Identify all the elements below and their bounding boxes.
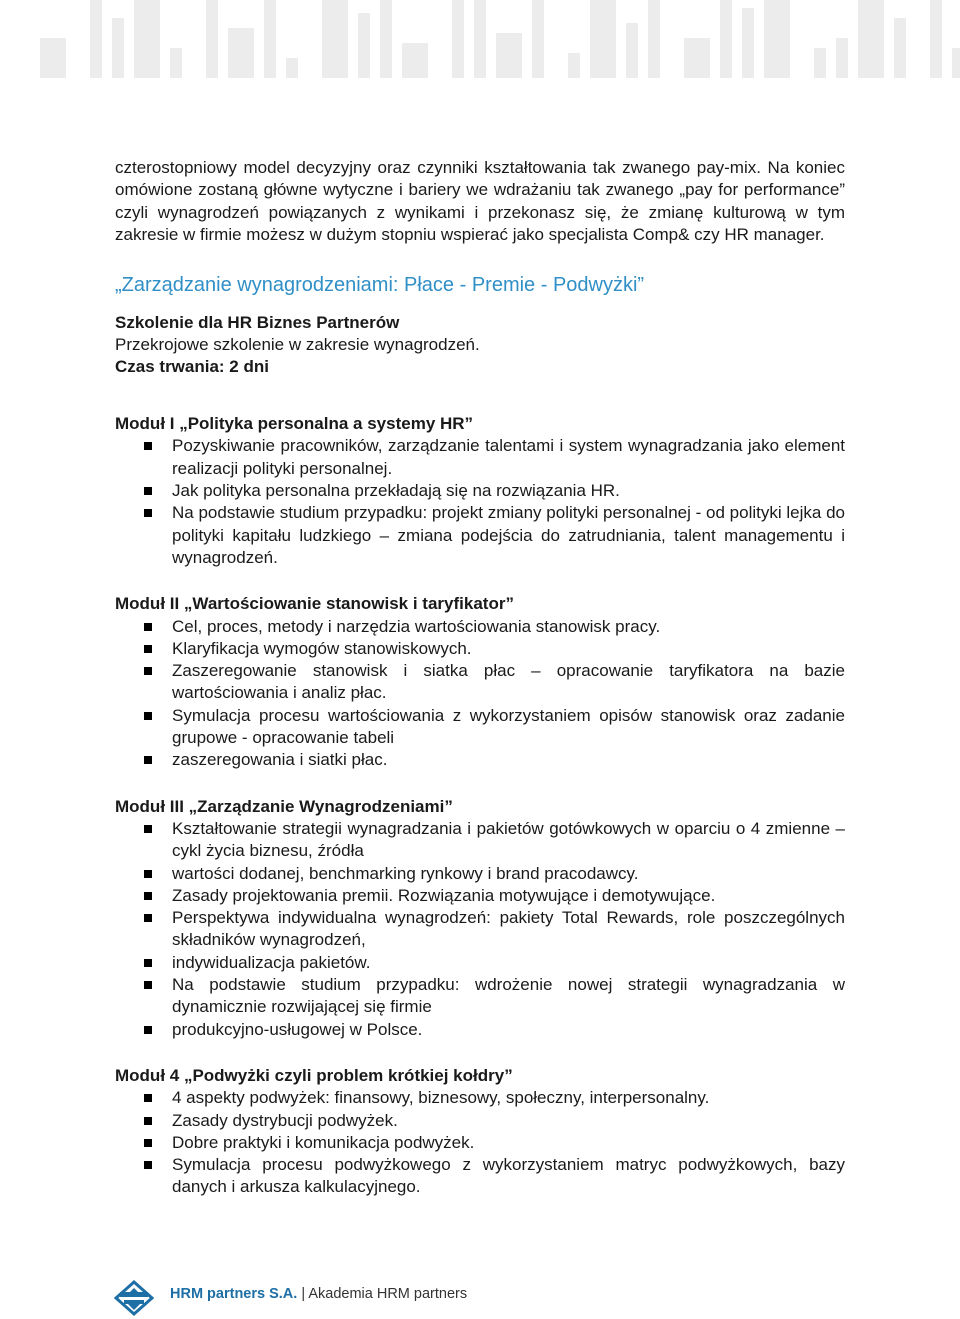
list-item: Jak polityka personalna przekładają się na rozwiązania HR. (115, 480, 845, 502)
header-bar (134, 0, 160, 78)
header-bar (170, 48, 182, 78)
header-bar (286, 58, 298, 78)
header-bar (626, 23, 638, 78)
list-item: Symulacja procesu wartościowania z wykorzystaniem opisów stanowisk oraz zadanie grupowe - opracowanie tabeli (115, 705, 845, 750)
header-bar (814, 48, 826, 78)
module-items (115, 1087, 845, 1198)
module-title: Moduł 4 „Podwyżki czyli problem krótkiej kołdry” (115, 1065, 513, 1085)
module-title: Moduł I „Polityka personalna a systemy HR” (115, 414, 474, 434)
square-bullet-icon (144, 712, 152, 720)
square-bullet-icon (144, 1161, 152, 1169)
header-bar (764, 0, 790, 78)
header-bar (322, 0, 348, 78)
list-item: Dobre praktyki i komunikacja podwyżek. (115, 1132, 845, 1154)
list-item: Na podstawie studium przypadku: wdrożenie nowej strategii wynagradzania w dynamicznie rozwijającej się firmie (115, 974, 845, 1019)
header-bar (402, 43, 428, 78)
course-duration: Czas trwania: 2 dni (115, 357, 269, 377)
footer-academy: Akademia HRM partners (308, 1286, 468, 1302)
square-bullet-icon (144, 981, 152, 989)
list-item: Zasady dystrybucji podwyżek. (115, 1110, 845, 1132)
list-item: Perspektywa indywidualna wynagrodzeń: pakiety Total Rewards, role poszczególnych składników wynagrodzeń, (115, 907, 845, 952)
document-body (115, 157, 845, 1199)
square-bullet-icon (144, 442, 152, 450)
list-item: Zaszeregowanie stanowisk i siatka płac – opracowanie taryfikatora na bazie wartościowania i analiz płac. (115, 660, 845, 705)
header-bar (930, 0, 942, 78)
list-item: zaszeregowania i siatki płac. (115, 749, 845, 771)
list-item: Symulacja procesu podwyżkowego z wykorzystaniem matryc podwyżkowych, bazy danych i arkusza kalkulacyjnego. (115, 1154, 845, 1199)
square-bullet-icon (144, 667, 152, 675)
footer-company-suffix: S.A. (269, 1286, 298, 1302)
module-title: Moduł III „Zarządzanie Wynagrodzeniami” (115, 796, 453, 816)
list-item: Zasady projektowania premii. Rozwiązania motywujące i demotywujące. (115, 885, 845, 907)
list-item: produkcyjno-usługowej w Polsce. (115, 1019, 845, 1041)
header-bar (532, 0, 544, 78)
square-bullet-icon (144, 1139, 152, 1147)
header-bar (858, 0, 884, 78)
header-bar (380, 0, 392, 78)
module-4 (115, 1065, 845, 1199)
header-bar (228, 28, 254, 78)
header-bar (452, 0, 464, 78)
header-bar (40, 38, 66, 78)
list-item: wartości dodanej, benchmarking rynkowy i brand pracodawcy. (115, 863, 845, 885)
header-bars-decoration (0, 0, 960, 80)
footer-text (170, 1286, 467, 1302)
list-item: Cel, proces, metody i narzędzia wartościowania stanowisk pracy. (115, 616, 845, 638)
square-bullet-icon (144, 645, 152, 653)
header-bar (836, 38, 848, 78)
header-bar (568, 53, 580, 78)
course-description: Przekrojowe szkolenie w zakresie wynagrodzeń. (115, 335, 480, 355)
header-bar (112, 18, 124, 78)
header-bar (952, 48, 960, 78)
page-footer (114, 1280, 714, 1316)
header-bar (742, 8, 754, 78)
module-2 (115, 593, 845, 771)
square-bullet-icon (144, 825, 152, 833)
course-subtitle: Szkolenie dla HR Biznes Partnerów (115, 313, 400, 333)
square-bullet-icon (144, 914, 152, 922)
module-3 (115, 796, 845, 1041)
list-item: Klaryfikacja wymogów stanowiskowych. (115, 638, 845, 660)
square-bullet-icon (144, 1094, 152, 1102)
hrm-partners-logo-icon (114, 1280, 154, 1316)
list-item: Kształtowanie strategii wynagradzania i pakietów gotówkowych w oparciu o 4 zmienne – cykl życia biznesu, źródła (115, 818, 845, 863)
header-bar (894, 18, 906, 78)
list-item: 4 aspekty podwyżek: finansowy, biznesowy, społeczny, interpersonalny. (115, 1087, 845, 1109)
header-bar (720, 0, 732, 78)
header-bar (474, 0, 486, 78)
header-bar (358, 13, 370, 78)
header-bar (684, 38, 710, 78)
header-bar (264, 0, 276, 78)
square-bullet-icon (144, 959, 152, 967)
square-bullet-icon (144, 870, 152, 878)
header-bar (90, 0, 102, 78)
square-bullet-icon (144, 487, 152, 495)
header-bar (648, 0, 660, 78)
intro-paragraph: czterostopniowy model decyzyjny oraz czynniki kształtowania tak zwanego pay-mix. Na koniec omówione zostaną główne wytyczne i bariery we wdrażaniu tak zwanego „pay for performance” czyli wynagrodzeń powiązanych z wynikami i przekonasz się, że zmianę kulturową w tym zakresie w firmie możesz w dużym stopniu wspierać jako specjalista Comp& czy HR manager. (115, 158, 845, 244)
square-bullet-icon (144, 1117, 152, 1125)
header-bar (496, 33, 522, 78)
module-title: Moduł II „Wartościowanie stanowisk i taryfikator” (115, 594, 514, 614)
header-bar (590, 0, 616, 78)
list-item: indywidualizacja pakietów. (115, 952, 845, 974)
course-title: „Zarządzanie wynagrodzeniami: Płace - Premie - Podwyżki” (115, 274, 645, 297)
module-items (115, 818, 845, 1041)
list-item: Pozyskiwanie pracowników, zarządzanie talentami i system wynagradzania jako element realizacji polityki personalnej. (115, 435, 845, 480)
module-1 (115, 413, 845, 569)
square-bullet-icon (144, 1026, 152, 1034)
square-bullet-icon (144, 756, 152, 764)
footer-brand: HRM partners (170, 1286, 266, 1302)
header-bar (206, 0, 218, 78)
module-items (115, 616, 845, 772)
square-bullet-icon (144, 892, 152, 900)
module-items (115, 435, 845, 569)
square-bullet-icon (144, 509, 152, 517)
square-bullet-icon (144, 623, 152, 631)
list-item: Na podstawie studium przypadku: projekt zmiany polityki personalnej - od polityki lejka do polityki kapitału ludzkiego – zmiana podejścia do zatrudniania, talent managementu i wynagrodzeń. (115, 502, 845, 569)
footer-separator: | (301, 1286, 306, 1302)
